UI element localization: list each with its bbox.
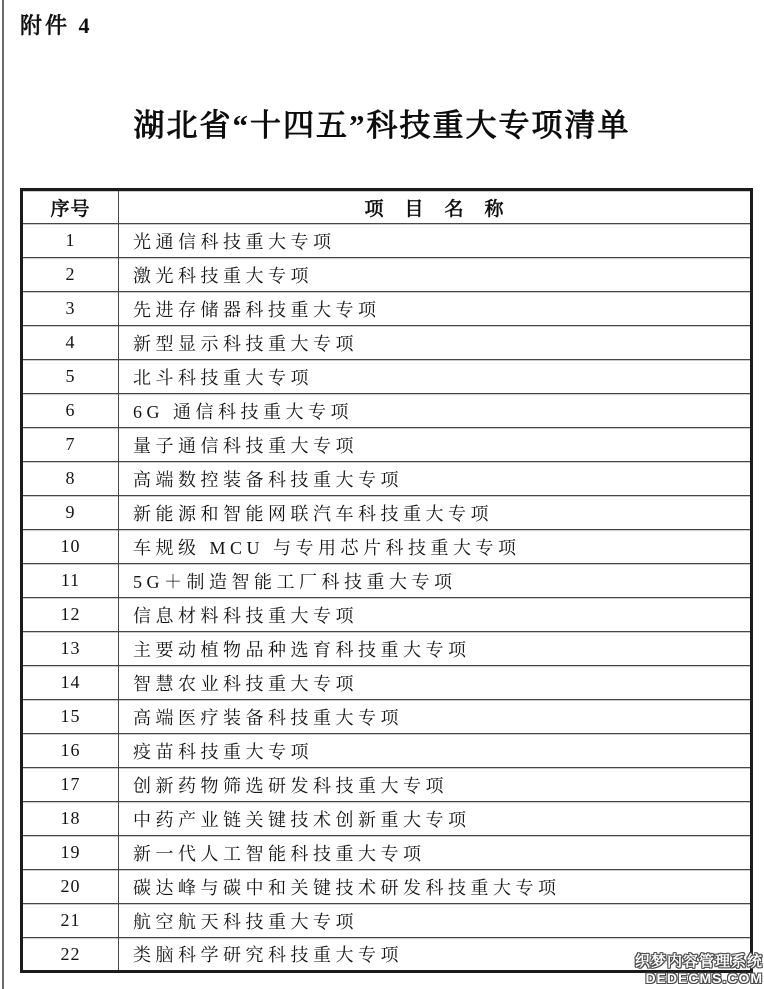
table-row — [22, 258, 752, 292]
table-row — [22, 768, 752, 802]
row-number-cell: 9 — [22, 496, 119, 530]
table-row — [22, 870, 752, 904]
row-number-cell: 16 — [22, 734, 119, 768]
row-number-cell: 21 — [22, 904, 119, 938]
project-name-cell: 类脑科学研究科技重大专项 — [119, 938, 752, 972]
row-number-cell: 2 — [22, 258, 119, 292]
row-number-cell: 10 — [22, 530, 119, 564]
row-number-cell: 13 — [22, 632, 119, 666]
project-name-cell: 高端数控装备科技重大专项 — [119, 462, 752, 496]
row-number-cell: 22 — [22, 938, 119, 972]
table-row — [22, 360, 752, 394]
table-row — [22, 428, 752, 462]
table-row — [22, 666, 752, 700]
project-name-cell: 疫苗科技重大专项 — [119, 734, 752, 768]
project-name-cell: 新型显示科技重大专项 — [119, 326, 752, 360]
table-row — [22, 904, 752, 938]
table-row — [22, 292, 752, 326]
page-edge-line — [2, 0, 4, 989]
header-row — [22, 190, 752, 224]
table-row — [22, 224, 752, 258]
table-row — [22, 530, 752, 564]
project-name-cell: 信息材料科技重大专项 — [119, 598, 752, 632]
project-name-cell: 新能源和智能网联汽车科技重大专项 — [119, 496, 752, 530]
project-name-cell: 6G 通信科技重大专项 — [119, 394, 752, 428]
project-name-cell: 创新药物筛选研发科技重大专项 — [119, 768, 752, 802]
row-number-cell: 11 — [22, 564, 119, 598]
row-number-cell: 14 — [22, 666, 119, 700]
row-number-cell: 15 — [22, 700, 119, 734]
table-body — [22, 224, 752, 972]
project-name-cell: 光通信科技重大专项 — [119, 224, 752, 258]
table-row — [22, 700, 752, 734]
project-name-cell: 中药产业链关键技术创新重大专项 — [119, 802, 752, 836]
table-row — [22, 394, 752, 428]
table-row — [22, 632, 752, 666]
project-name-cell: 航空航天科技重大专项 — [119, 904, 752, 938]
table-row — [22, 598, 752, 632]
row-number-cell: 3 — [22, 292, 119, 326]
row-number-cell: 5 — [22, 360, 119, 394]
header-cell-number: 序号 — [22, 190, 119, 224]
row-number-cell: 19 — [22, 836, 119, 870]
header-cell-project-name: 项 目 名 称 — [119, 190, 752, 224]
row-number-cell: 4 — [22, 326, 119, 360]
row-number-cell: 17 — [22, 768, 119, 802]
project-name-cell: 先进存储器科技重大专项 — [119, 292, 752, 326]
page-title: 湖北省“十四五”科技重大专项清单 — [133, 108, 631, 143]
table-row — [22, 496, 752, 530]
row-number-cell: 18 — [22, 802, 119, 836]
row-number-cell: 12 — [22, 598, 119, 632]
project-table — [20, 188, 753, 973]
table-row — [22, 802, 752, 836]
project-name-cell: 碳达峰与碳中和关键技术研发科技重大专项 — [119, 870, 752, 904]
watermark-chinese-text: 织梦内容管理系统 — [634, 953, 763, 970]
watermark-latin-text: DEDECMS.COM — [645, 970, 763, 986]
project-name-cell: 激光科技重大专项 — [119, 258, 752, 292]
row-number-cell: 1 — [22, 224, 119, 258]
table-row — [22, 836, 752, 870]
row-number-cell: 8 — [22, 462, 119, 496]
project-name-cell: 主要动植物品种选育科技重大专项 — [119, 632, 752, 666]
table-header — [22, 190, 752, 224]
watermark — [635, 953, 763, 987]
project-name-cell: 量子通信科技重大专项 — [119, 428, 752, 462]
table-row — [22, 734, 752, 768]
project-name-cell: 5G＋制造智能工厂科技重大专项 — [119, 564, 752, 598]
project-name-cell: 北斗科技重大专项 — [119, 360, 752, 394]
table-row — [22, 462, 752, 496]
project-name-cell: 新一代人工智能科技重大专项 — [119, 836, 752, 870]
project-name-cell: 车规级 MCU 与专用芯片科技重大专项 — [119, 530, 752, 564]
row-number-cell: 6 — [22, 394, 119, 428]
table-row — [22, 564, 752, 598]
project-name-cell: 智慧农业科技重大专项 — [119, 666, 752, 700]
attachment-label: 附件 4 — [20, 13, 93, 38]
table-row — [22, 326, 752, 360]
row-number-cell: 20 — [22, 870, 119, 904]
row-number-cell: 7 — [22, 428, 119, 462]
project-name-cell: 高端医疗装备科技重大专项 — [119, 700, 752, 734]
